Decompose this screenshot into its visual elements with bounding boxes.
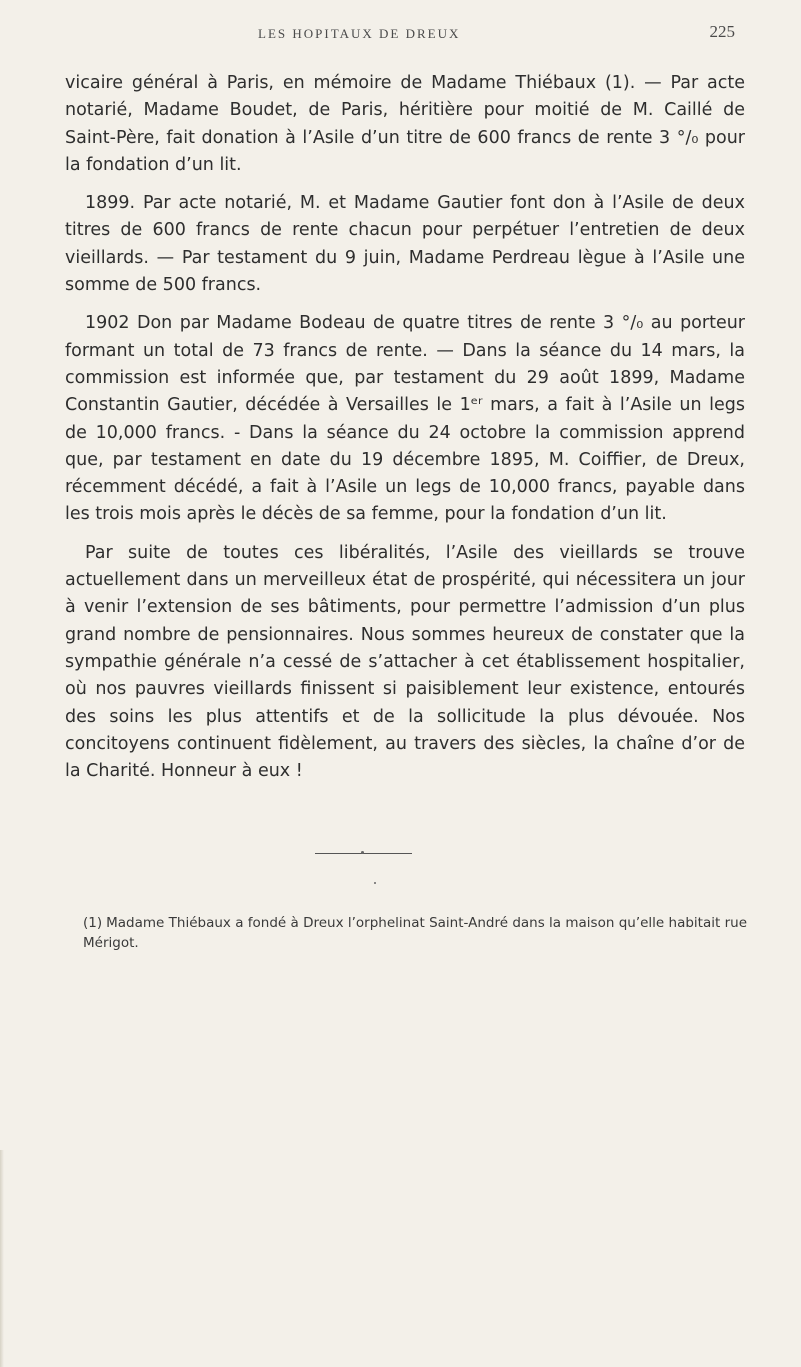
page-number: 225 — [709, 22, 735, 41]
paragraph-1899: 1899. Par acte notarié, M. et Madame Gautier font don à l’Asile de deux titres de 600 francs de rente chacun pour perpétuer l’entretien de deux vieillards. — Par testament du 9 juin, Madame Perdreau lègue à l’Asile une somme de 500 francs. — [65, 193, 745, 296]
footnote — [83, 913, 747, 953]
footnote-text: Madame Thiébaux a fondé à Dreux l’orphelinat Saint-André dans la maison qu’elle habitait rue Mérigot. — [83, 915, 747, 951]
paragraph-continuation: vicaire général à Paris, en mémoire de Madame Thiébaux (1). — Par acte notarié, Madame Boudet, de Paris, héritière pour moitié de M. Caillé de Saint-Père, fait donation à l’Asile d’un titre de 600 francs de rente 3 °/₀ pour la fondation d’un lit. — [65, 73, 745, 175]
main-text — [65, 70, 745, 796]
page-edge-shadow — [0, 1150, 4, 1367]
print-speck — [374, 882, 376, 884]
print-speck — [361, 851, 364, 854]
footnote-mark: (1) — [83, 915, 103, 931]
running-title: LES HOPITAUX DE DREUX — [258, 26, 461, 41]
paragraph-conclusion: Par suite de toutes ces libéralités, l’Asile des vieillards se trouve actuellement dans un merveilleux état de prospérité, qui nécessitera un jour à venir l’extension de ses bâtiments, pour permettre l’admission d’un plus grand nombre de pensionnaires. Nous sommes heureux de constater que la sympathie générale n’a cessé de s’attacher à cet établissement hospitalier, où nos pauvres vieillards finissent si paisiblement leur existence, entourés des soins les plus attentifs et de la sollicitude la plus dévouée. Nos concitoyens continuent fidèlement, au travers des siècles, la chaîne d’or de la Charité. Honneur à eux ! — [65, 542, 745, 782]
paragraph-1902: 1902 Don par Madame Bodeau de quatre titres de rente 3 °/₀ au porteur formant un total de 73 francs de rente. — Dans la séance du 14 mars, la commission est informée que, par testament du 29 août 1899, Madame Constantin Gautier, décédée à Versailles le 1ᵉʳ mars, a fait à l’Asile un legs de 10,000 francs. - Dans la séance du 24 octobre la commission apprend que, par testament en date du 19 décembre 1895, M. Coiffier, de Dreux, récemment décédé, a fait à l’Asile un legs de 10,000 francs, payable dans les trois mois après le décès de sa femme, pour la fondation d’un lit. — [65, 313, 745, 525]
